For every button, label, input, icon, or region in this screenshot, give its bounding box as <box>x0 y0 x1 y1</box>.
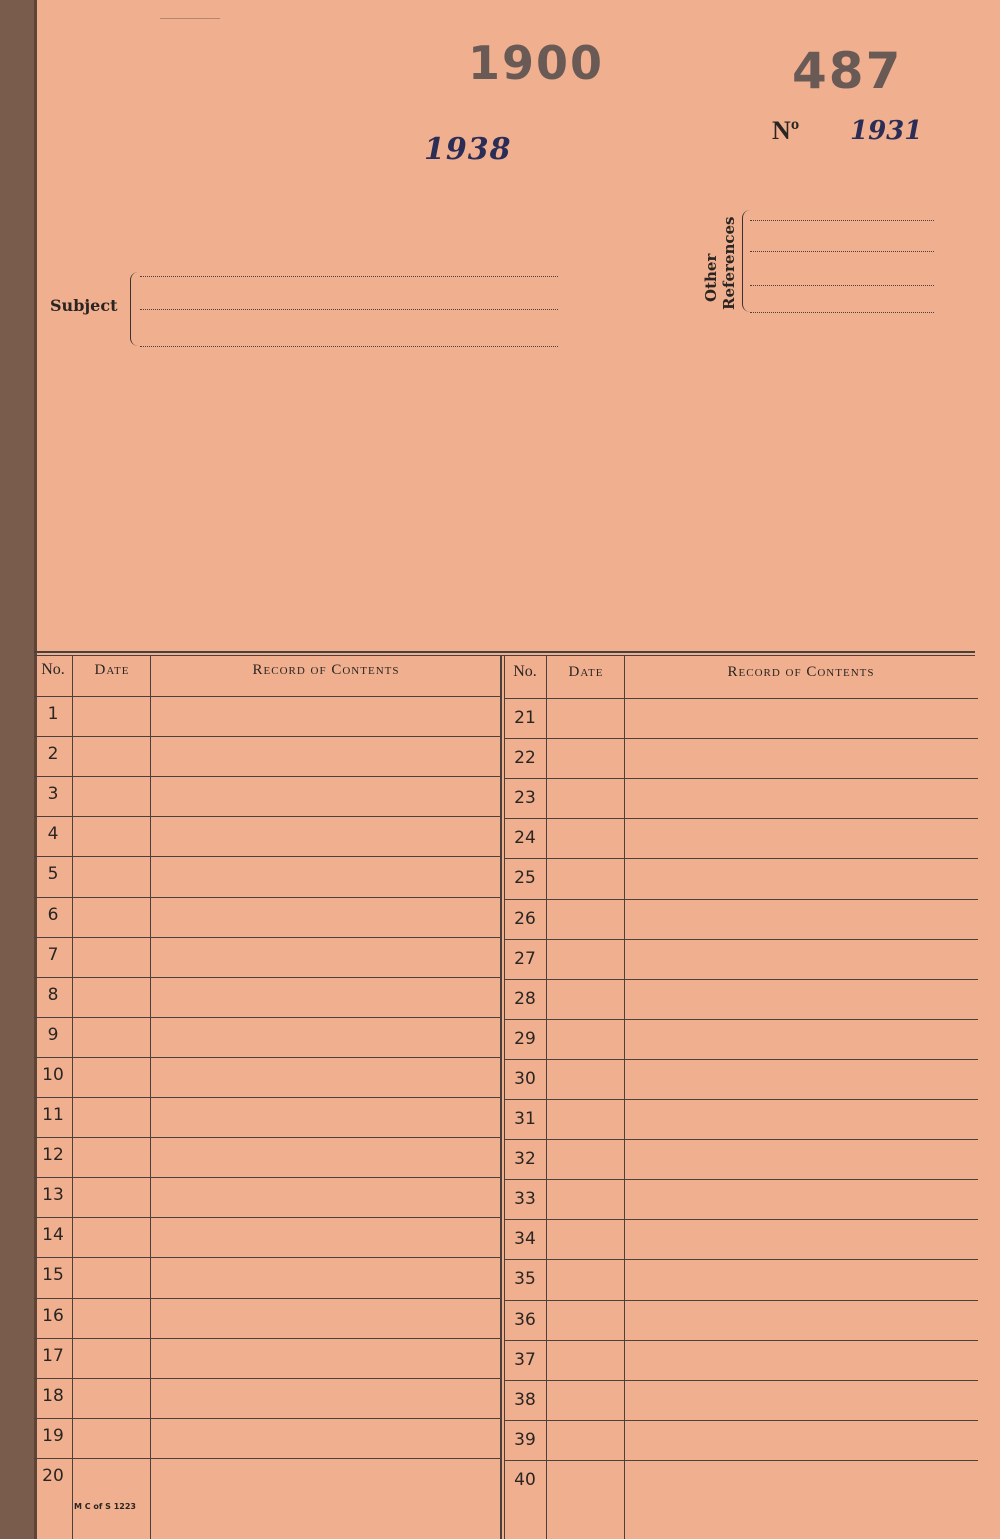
row-number: 7 <box>47 944 59 965</box>
table-row-rule <box>34 1057 501 1058</box>
table-row-rule <box>504 1139 978 1140</box>
subject-line[interactable] <box>140 309 558 310</box>
subject-line[interactable] <box>140 346 558 347</box>
header-date-right: Date <box>568 664 604 680</box>
table-row-rule <box>504 1059 978 1060</box>
table-row-rule <box>34 1137 501 1138</box>
table-row-rule <box>504 1019 978 1020</box>
row-number: 12 <box>42 1145 64 1166</box>
row-number: 40 <box>514 1469 536 1490</box>
table-row-rule <box>34 1217 501 1218</box>
row-number: 8 <box>47 984 59 1005</box>
row-number: 6 <box>47 904 59 925</box>
row-number: 20 <box>42 1465 64 1486</box>
row-number: 11 <box>42 1105 64 1125</box>
table-row-rule <box>34 696 501 697</box>
other-references-label <box>700 214 744 314</box>
subject-line[interactable] <box>140 276 558 277</box>
row-number: 13 <box>42 1185 64 1206</box>
row-number: 1 <box>47 704 59 724</box>
other-references-line[interactable] <box>750 251 934 252</box>
row-number: 15 <box>42 1265 64 1286</box>
header-date-left: Date <box>94 662 130 678</box>
printer-imprint: M C of S 1223 <box>74 1502 136 1511</box>
row-number: 9 <box>47 1024 59 1045</box>
row-number: 32 <box>514 1149 536 1170</box>
table-row-rule <box>504 858 978 859</box>
row-number: 19 <box>42 1425 64 1446</box>
table-row-rule <box>504 1380 978 1381</box>
table-row-rule <box>504 939 978 940</box>
header-record-left: Record of Contents <box>252 662 400 678</box>
row-number: 31 <box>514 1109 536 1129</box>
other-references-line2: References <box>720 216 738 310</box>
table-row-rule <box>504 818 978 819</box>
row-number: 34 <box>514 1229 536 1250</box>
table-row-rule <box>504 1099 978 1100</box>
row-number: 30 <box>514 1068 536 1089</box>
table-row-rule <box>504 1300 978 1301</box>
other-references-brace <box>742 210 751 312</box>
table-row-rule <box>34 1338 501 1339</box>
row-number: 36 <box>514 1309 536 1330</box>
row-number: 14 <box>42 1225 64 1246</box>
table-row-rule <box>504 1179 978 1180</box>
row-number: 28 <box>514 988 536 1009</box>
table-row-rule <box>34 1458 501 1459</box>
row-number: 29 <box>514 1028 536 1049</box>
table-row-rule <box>34 776 501 777</box>
row-number: 24 <box>514 828 536 849</box>
header-record-right: Record of Contents <box>727 664 875 680</box>
row-number: 2 <box>47 744 59 765</box>
table-row-rule <box>34 977 501 978</box>
table-row-rule <box>504 1340 978 1341</box>
col-rule <box>624 655 625 1539</box>
table-row-rule <box>504 979 978 980</box>
header-no-left: No. <box>41 661 65 678</box>
row-number: 35 <box>514 1269 536 1290</box>
binding-spine <box>0 0 34 1539</box>
pencil-mark <box>160 18 220 19</box>
col-rule <box>546 655 547 1539</box>
table-row-rule <box>504 1259 978 1260</box>
table-row-rule <box>504 1460 978 1461</box>
row-number: 37 <box>514 1349 536 1370</box>
row-number: 5 <box>47 864 59 885</box>
table-row-rule <box>34 897 501 898</box>
file-no-label: Nº <box>772 116 800 145</box>
stamp-number: 487 <box>792 42 903 100</box>
row-number: 16 <box>42 1305 64 1326</box>
row-number: 4 <box>47 824 59 845</box>
subject-label: Subject <box>50 296 118 315</box>
table-row-rule <box>504 1219 978 1220</box>
row-number: 10 <box>42 1064 64 1085</box>
stamp-year: 1900 <box>468 36 605 90</box>
table-row-rule <box>34 937 501 938</box>
row-number: 33 <box>514 1189 536 1210</box>
table-row-rule <box>34 1097 501 1098</box>
subject-brace <box>130 272 139 346</box>
row-number: 27 <box>514 948 536 969</box>
row-number: 39 <box>514 1429 536 1450</box>
row-number: 38 <box>514 1389 536 1410</box>
row-number: 17 <box>42 1345 64 1366</box>
table-row-rule <box>34 1298 501 1299</box>
table-row-rule <box>34 816 501 817</box>
row-number: 26 <box>514 908 536 929</box>
other-references-line[interactable] <box>750 285 934 286</box>
other-references-line[interactable] <box>750 220 934 221</box>
table-row-rule <box>34 1418 501 1419</box>
other-references-line[interactable] <box>750 312 934 313</box>
row-number: 21 <box>514 708 536 728</box>
handwritten-file-no: 1931 <box>850 116 923 146</box>
table-row-rule <box>504 1420 978 1421</box>
header-no-right: No. <box>513 663 537 680</box>
row-number: 22 <box>514 748 536 769</box>
table-row-rule <box>504 899 978 900</box>
table-row-rule <box>504 698 978 699</box>
row-number: 25 <box>514 868 536 889</box>
row-number: 3 <box>47 784 59 805</box>
handwritten-year: 1938 <box>424 132 512 167</box>
table-row-rule <box>34 856 501 857</box>
row-number: 23 <box>514 788 536 809</box>
table-row-rule <box>34 1177 501 1178</box>
row-number: 18 <box>42 1385 64 1406</box>
table-row-rule <box>504 738 978 739</box>
table-row-rule <box>504 778 978 779</box>
table-row-rule <box>34 736 501 737</box>
table-row-rule <box>34 1257 501 1258</box>
table-top-rule <box>34 651 975 653</box>
other-references-line1: Other <box>702 253 720 302</box>
table-row-rule <box>34 1378 501 1379</box>
table-row-rule <box>34 1017 501 1018</box>
